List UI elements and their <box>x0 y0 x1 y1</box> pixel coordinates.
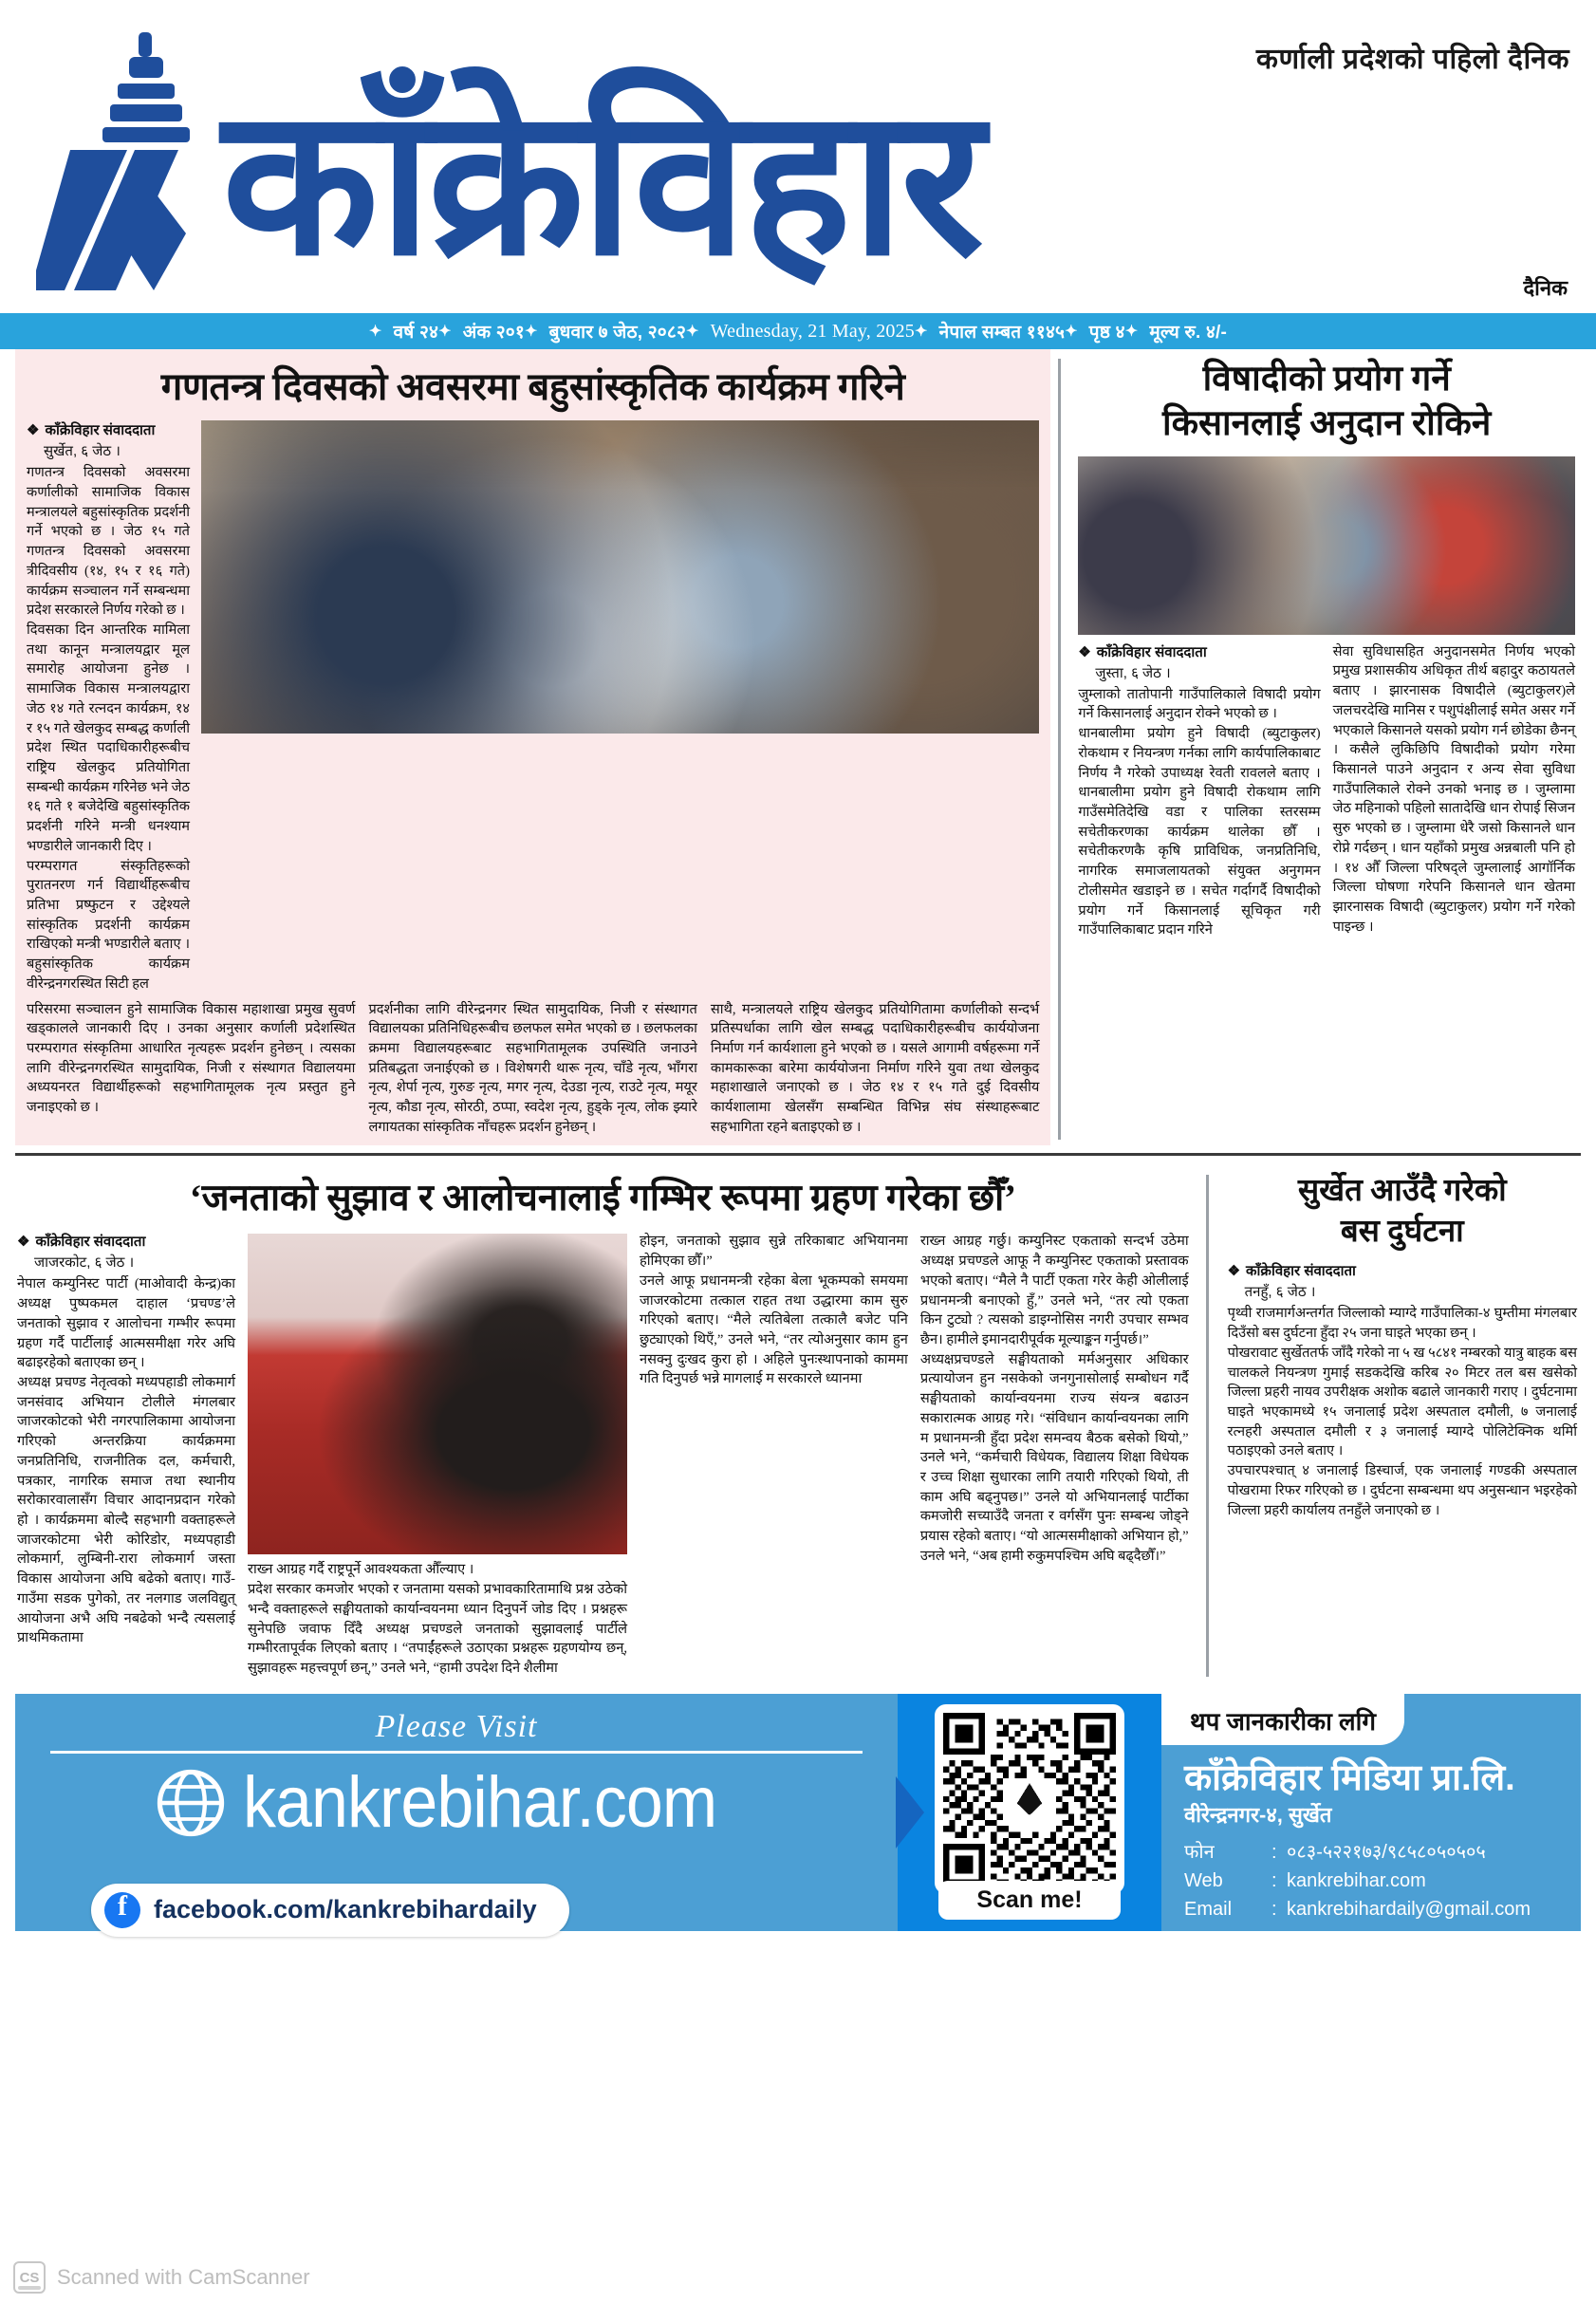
web-label: Web <box>1184 1869 1223 1891</box>
website-url-row[interactable] <box>156 1761 758 1843</box>
bus-paragraph: उपचारपश्चात् ४ जनालाई डिस्चार्ज, एक जनालाई गण्डकी अस्पताल पोखरामा रिफर गरिएको छ । दुर्घटना सम्बन्धमा थप अनुसन्धान भइरहेको जिल्ला प्रहरी कार्यालय तनहुँले जनाएको छ । <box>1227 1463 1577 1518</box>
page-content <box>0 349 1596 1682</box>
lead-paragraph: प्रदर्शनीका लागि वीरेन्द्रनगर स्थित सामुदायिक, निजी र संस्थागत विद्यालयका प्रतिनिधिहरूबीच छलफल समेत भएको छ । छलफलका क्रममा विद्यालयहरूबाट सहभागितामूलक उपस्थिति जनाउने प्रतिबद्धता जनाईएको छ । विशेषगरी थारू नृत्य, चाँडे नृत्य, भाँगरा नृत्य, शेर्पा नृत्य, गुरुङ नृत्य, मगर नृत्य, देउडा नृत्य, राउटे नृत्य, मयूर नृत्य, कौडा नृत्य, सोरठी, ठप्पा, स्वदेश नृत्य, हुड्के नृत्य, लोक झ्यारे लगायतका सांस्कृतिक नाँचहरू प्रदर्शन हुनेछन् । <box>368 1001 697 1135</box>
diamond-icon: ✦ <box>1065 324 1078 340</box>
contact-panel <box>1161 1694 1581 1931</box>
lead-col-first <box>27 420 190 994</box>
farmers-meeting-photo <box>1078 456 1575 635</box>
colon: : <box>1271 1841 1277 1863</box>
prachanda-paragraph: उनले आफू प्रधानमन्त्री रहेका बेला भूकम्पको समयमा जाजरकोटमा तत्काल राहत तथा उद्धारमा काम सुरु गरिएको बताए। “मैले त्यतिबेला तत्कालै बजेट पनि छुट्याएको थिएँ,” उनले भने, “तर त्योअनुसार काम हुन नसक्नु दुःखद कुरा हो । अहिले पुनःस्थापनाको काममा गति दिनुपर्छ भन्ने मागलाई म सरकारले ध्यानमा <box>640 1273 908 1387</box>
lead-paragraph: गणतन्त्र दिवसको अवसरमा कर्णालीको सामाजिक विकास मन्त्रालयले बहुसांस्कृतिक प्रदर्शनी गर्ने भएको छ । जेठ १५ गते गणतन्त्र दिवसको अवसरमा त्रीदिवसीय (१४, १५ र १६ गते) कार्यक्रम सञ्चालन गर्ने सम्बन्धमा प्रदेश सरकारले निर्णय गरेको छ । <box>27 465 190 619</box>
qr-code-image[interactable] <box>935 1704 1124 1894</box>
prachanda-paragraph: राख्न आग्रह गर्दै राष्ट्रपूर्ने आवश्यकता औँल्याए । <box>248 1562 474 1578</box>
datebar-price: ✦ मूल्य रु. ४/- <box>1124 323 1228 343</box>
lead-lower-columns <box>27 1000 1039 1138</box>
prachanda-paragraph: अध्यक्षप्रचण्डले सङ्घीयताको मर्मअनुसार अधिकार प्रत्यायोजन हुन नसकेको जनगुनासोलाई सम्बोधन गर्दै सङ्घीयताको कार्यान्वयनमा राज्य संयन्त्र बढाउन सकारात्मक आग्रह गरे। “संविधान कार्यान्वयनका लागि म प्रधानमन्त्री हुँदा प्रदेश समन्वय बैठक बसेको थियो,” उनले भने, “कर्मचारी विधेयक, विद्यालय शिक्षा विधेयक र उच्च शिक्षा सुधारका लागि तयारी गरिएको थियो, ती काम अघि बढ्नुपछ।” उनले यो अभियानलाई पार्टीका कमजोरी सच्याउँदै जनता र वर्गसँग पुनः सम्बन्ध जोड्ने प्रयास रहेको बताए। “यो आत्मसमीक्षाको अभियान हो,” उनले भने, “अब हामी रुकुमपश्चिम अघि बढ्दैछौँ।” <box>919 1351 1189 1564</box>
company-address: वीरेन्द्रनगर-४, सुर्खेत <box>1184 1802 1332 1827</box>
phone-value: ०८३-५२२१७३/९८५८०५०५०५ <box>1287 1841 1486 1863</box>
camscanner-footer <box>0 2251 1596 2304</box>
prachanda-col-1 <box>17 1232 235 1678</box>
diamond-icon: ✦ <box>524 324 538 340</box>
column-divider <box>1206 1175 1209 1677</box>
email-value[interactable]: kankrebihardaily@gmail.com <box>1287 1898 1531 1920</box>
pesticide-story <box>1068 349 1581 1145</box>
lead-paragraph: परिसरमा सञ्चालन हुने सामाजिक विकास महाशाखा प्रमुख सुवर्ण खड्कालले जानकारी दिए । उनका अनुसार कर्णाली प्रदेशस्थित परम्परागत संस्कृतिमा आधारित नृत्यहरू प्रदर्शन हुनेछन् । त्यसका लागि वीरेन्द्रनगरस्थित सामुदायिक, निजी र संस्थागत विद्यालयमा अध्ययनरत विद्यार्थीहरूको सहभागितामूलक नृत्य प्रस्तुत हुने जनाइएको छ । <box>27 1001 356 1116</box>
qr-code-panel[interactable] <box>898 1694 1161 1931</box>
column-divider <box>1058 359 1061 1140</box>
lead-photo-block <box>201 420 1039 994</box>
phone-label: फोन <box>1184 1841 1215 1863</box>
prachanda-paragraph: अध्यक्ष प्रचण्ड नेतृत्वको मध्यपहाडी लोकमार्ग जनसंवाद अभियान टोलीले मंगलबार जाजरकोटको भेरी नगरपालिकामा आयोजना गरिएको अन्तरक्रिया कार्यक्रममा जनप्रतिनिधि, राजनीतिक दल, कर्मचारी, पत्रकार, नागरिक समाज तथा स्थानीय सरोकारवालासँग विचार आदानप्रदान गरेको हो । कार्यक्रममा बोल्दै सहभागी वक्ताहरूले जाजरकोटमा भेरी कोरिडोर, मध्यपहाडी लोकमार्ग, लुम्बिनी-रारा लोकमार्ग जस्ता विकास आयोजना अघि बढेको बताए। गाउँ-गाउँमा सडक पुगेको, तर नलगाड जलविद्युत् आयोजना अभै अघि नबढेको भन्दै त्यसलाई प्राथमिकतामा <box>17 1375 235 1646</box>
lead-paragraph: परम्परागत संस्कृतिहरूको पुरातनरण गर्न विद्यार्थीहरूबीच प्रतिभा प्रष्फुटन र उद्देश्यले सांस्कृतिक प्रदर्शनी कार्यक्रम राखिएको मन्त्री भण्डारीले बताए । बहुसांस्कृतिक कार्यक्रम वीरेन्द्रनगरस्थित सिटी हल <box>27 858 190 992</box>
lead-paragraph: दिवसका दिन आन्तरिक मामिला तथा कानून मन्त्रालयद्वार मूल समारोह आयोजना हुनेछ । सामाजिक विकास मन्त्रालयद्वारा जेठ १४ गते रत्नदन कार्यक्रम, १४ र १५ गते खेलकुद सम्बद्ध कर्णाली प्रदेश स्थित पदाधिकारीहरूबीच राष्ट्रिय खेलकुद प्रतियोगिता सम्बन्धी कार्यक्रम गरिनेछ भने जेठ १६ गते १ बजेदेखि बहुसांस्कृतिक प्रदर्शनी गरिने मन्त्री धनश्याम भण्डारीले जानकारी दिए । <box>27 622 190 854</box>
pesticide-byline: ❖ काँक्रेविहार संवाददाता <box>1078 643 1207 660</box>
nameplate-logo <box>36 15 1042 300</box>
bus-paragraph: पृथ्वी राजमार्गअन्तर्गत जिल्लाको म्याग्दे गाउँपालिका-४ घुम्तीमा मंगलबार दिउँसो बस दुर्घटना हुँदा २५ जना घाइते भएका छन् । <box>1227 1306 1577 1342</box>
contact-phone-row <box>1184 1838 1581 1867</box>
prachanda-speech-photo <box>248 1234 627 1554</box>
camscanner-text: Scanned with CamScanner <box>57 2265 310 2289</box>
prachanda-paragraph: होइन, जनताको सुझाव सुन्ने तरिकाबाट अभियानमा होमिएका छौँ।” <box>640 1234 908 1270</box>
datebar-nepali-date: ✦ बुधवार ७ जेठ, २०८२ <box>524 323 687 343</box>
bus-accident-story <box>1216 1165 1581 1682</box>
facebook-icon <box>104 1892 140 1928</box>
email-label: Email <box>1184 1898 1233 1920</box>
lead-dateline: सुर्खेत, ६ जेठ । <box>44 443 121 460</box>
middle-section <box>15 1165 1581 1682</box>
bus-paragraph: पोखरावाट सुर्खेततर्फ जाँदै गरेको ना ५ ख ५८४१ नम्बरको यात्रु बाहक बस चालकले नियन्त्रण गुमाई सडकदेखि करिब २० मिटर तल बस खसेको जिल्ला प्रहरी नायव उपरीक्षक अशोक बढाले जानकारी गराए । दुर्घटनामा घाइते भएकामध्ये १५ जनालाई प्रदेश अस्पताल दमौली, ७ जनालाई रत्नहरी अस्पताल दमौली र ३ जनालाई म्याग्दे पोलिटेक्निक थर्मिा पठाइएको उनले बताए । <box>1227 1345 1577 1459</box>
website-ad[interactable] <box>15 1694 898 1931</box>
datebar-year: ✦ वर्ष २४ <box>368 323 439 343</box>
lead-headline: गणतन्त्र दिवसको अवसरमा बहुसांस्कृतिक कार्यक्रम गरिने <box>160 365 905 408</box>
prachanda-dateline: जाजरकोट, ६ जेठ । <box>34 1254 135 1272</box>
prachanda-byline: ❖ काँक्रेविहार संवाददाता <box>17 1234 146 1251</box>
masthead <box>0 0 1596 313</box>
datebar-page-count: ✦ पृष्ठ ४ <box>1065 323 1125 343</box>
pesticide-columns <box>1078 642 1575 940</box>
scan-me-label: Scan me! <box>938 1881 1120 1920</box>
diamond-icon: ✦ <box>915 324 928 340</box>
masthead-subtitle: दैनिक <box>1523 276 1568 300</box>
company-name: काँक्रेविहार मिडिया प्रा.लि. <box>1184 1757 1515 1798</box>
contact-web-row <box>1184 1867 1581 1895</box>
meeting-hall-photo <box>201 420 1039 734</box>
prachanda-col-4 <box>920 1232 1189 1678</box>
byline-diamond-icon: ❖ <box>1078 643 1091 660</box>
prachanda-grid <box>17 1232 1189 1678</box>
pesticide-paragraph: सेवा सुविधासहित अनुदानसमेत निर्णय भएको प्रमुख प्रशासकीय अधिकृत तीर्थ बहादुर कठायतले बताए । झारनासक विषादीले (ब्युटाकुलर)ले जलचरदेखि मानिस र पशुपंक्षीलाई समेत असर गर्ने भएकाले किसानले यसको प्रयोग गर्न छोडेका छैनन् । कसैले लुकिछिपि विषादीको प्रयोग गरेमा किसानले पाउने अनुदान र अन्य सेवा सुविधा गाउँपालिकाले रोक्ने उनको भनाइ छ । जुम्लामा जेठ महिनाको पहिलो सातादेखि धान रोपाई सिजन सुरु भएको छ । जुम्लामा धेरै जसो किसानले धान रोप्ने गर्दछन् । धान यहाँको प्रमुख अन्नबाली पनि हो । १४ औँ जिल्ला परिषद्ले जुम्लालाई आगॉर्निक जिल्ला घोषणा गरेपनि किसानले धान खेतमा झारनासक विषादी (ब्युटाकुलर) प्रयोग गर्ने गरेको पाइन्छ । <box>1332 643 1575 935</box>
datebar-english-date: ✦ Wednesday, 21 May, 2025 <box>686 320 915 342</box>
prachanda-col-3 <box>640 1232 908 1678</box>
facebook-link[interactable] <box>91 1884 569 1937</box>
diamond-icon: ✦ <box>438 324 452 340</box>
bus-dateline: तनहुँ, ६ जेठ । <box>1244 1284 1316 1301</box>
advertisement-strip <box>15 1694 1581 1931</box>
qr-code-svg <box>943 1713 1116 1886</box>
section-divider <box>15 1153 1581 1156</box>
byline-diamond-icon: ❖ <box>17 1234 30 1251</box>
bus-headline: सुर्खेत आउँदै गरेको बस दुर्घटना <box>1297 1173 1507 1249</box>
colon: : <box>1271 1898 1277 1920</box>
lead-paragraph: साथै, मन्त्रालयले राष्ट्रिय खेलकुद प्रतियोगितामा कर्णालीको सन्दर्भ प्रतिस्पर्धाका लागि खेल सम्बद्ध पदाधिकारीहरूबीच कार्ययोजना निर्माण गर्न कार्यशाला हुने भएको छ । यसले आगामी वर्षहरूमा गर्ने कामकारूका बारेमा कार्ययोजना निर्माण गरिने युवा तथा खेलकुद महाशाखाले जनाएको छ । जेठ १४ र १५ गते दुई दिवसीय कार्यशालामा खेलसँग सम्बन्धित विभिन्न संघ संस्थाहरूबाट सहभागिता रहने बताइएको छ । <box>710 1001 1040 1135</box>
datebar-nepal-sambat: ✦ नेपाल सम्बत ११४५ <box>915 323 1066 343</box>
globe-icon <box>156 1768 226 1838</box>
masthead-tagline: कर्णाली प्रदेशको पहिलो दैनिक <box>1255 44 1569 75</box>
diamond-icon: ✦ <box>1124 324 1139 340</box>
date-bar <box>0 313 1596 349</box>
byline-diamond-icon: ❖ <box>1227 1263 1241 1280</box>
pesticide-dateline: जुस्ता, ६ जेठ । <box>1095 664 1171 681</box>
please-visit-label: Please Visit <box>375 1708 538 1744</box>
chevron-decoration <box>896 1776 924 1849</box>
datebar-issue: ✦ अंक २०१ <box>438 323 525 343</box>
more-info-tab: थप जानकारीका लगि <box>1161 1694 1404 1745</box>
prachanda-paragraph: राख्न आग्रह गर्छु। कम्युनिस्ट एकताको सन्दर्भ उठेमा अध्यक्ष प्रचण्डले आफू नै कम्युनिस्ट एकताको प्रस्तावक भएको बताए। “मैले नै पार्टी एकता गरेर केही ओलीलाई प्रधानमन्त्री बनाएको हुँ,” उनले भने, “तर त्यो एकता किन टुट्यो ? त्यसको डाइग्नोसिस नगरी उपचार सम्भव छैन। हामीले इमानदारीपूर्वक मूल्याङ्कन गर्नुपर्छ।” <box>919 1234 1189 1348</box>
lead-story <box>15 349 1050 1145</box>
ad-divider <box>50 1751 863 1754</box>
contact-email-row <box>1184 1895 1581 1923</box>
website-url[interactable]: kankrebihar.com <box>242 1761 716 1843</box>
diamond-icon: ✦ <box>368 324 382 340</box>
prachanda-headline: ‘जनताको सुझाव र आलोचनालाई गम्भिर रूपमा ग्रहण गरेका छौँ’ <box>189 1177 1016 1218</box>
pesticide-paragraph: धानबालीमा प्रयोग हुने विषादी (ब्युटाकुलर) रोकथाम र नियन्त्रण गर्नका लागि कार्यपालिकाबाट निर्णय नै गरेको उपाध्यक्ष रेवती रावलले बताए । धानबालीमा प्रयोग हुने विषादी रोकथाम लागि गाउँसमेतिदेखि वडा र पालिका स्तरसम्म सचेतीकरणका कार्यक्रम थालेका छौँ । सचेतीकरणकै कृषि प्राविधिक, जनप्रतिनिधि, नागरिक समाजलायतको संयुक्त अनुगमन टोलीसमेत खडाइने छ । सचेत गर्दागर्दै विषादीको प्रयोग गर्ने किसानलाई सूचिकृत गरी गाउँपालिकाबाट प्रदान गरिने <box>1078 726 1321 938</box>
bus-byline: ❖ काँक्रेविहार संवाददाता <box>1227 1263 1356 1280</box>
lead-byline: ❖ काँक्रेविहार संवाददाता <box>27 422 156 439</box>
prachanda-story <box>15 1165 1198 1682</box>
web-value[interactable]: kankrebihar.com <box>1287 1869 1426 1891</box>
qr-card <box>932 1704 1127 1920</box>
top-section <box>15 349 1581 1145</box>
svg-text:काँक्रेविहार: काँक्रेविहार <box>222 70 980 297</box>
pesticide-headline: विषादीको प्रयोग गर्ने किसानलाई अनुदान रोकिने <box>1162 360 1492 444</box>
pesticide-paragraph: जुम्लाको तातोपानी गाउँपालिकाले विषादी प्रयोग गर्ने किसानलाई अनुदान रोक्ने भएको छ । <box>1078 686 1321 722</box>
diamond-icon: ✦ <box>686 324 699 340</box>
prachanda-col-2 <box>248 1232 627 1678</box>
camscanner-badge-icon: CS <box>13 2261 46 2294</box>
prachanda-paragraph: नेपाल कम्युनिस्ट पार्टी (माओवादी केन्द्र)का अध्यक्ष पुष्पकमल दाहाल ‘प्रचण्ड’ले जनताको सुझाव र आलोचना गम्भीर रूपमा ग्रहण गर्दै पार्टीलाई आत्मसमीक्षा गरेर अघि बढाइरहेको बताएका छन् । <box>17 1276 235 1371</box>
facebook-url: facebook.com/kankrebihardaily <box>154 1895 537 1924</box>
colon: : <box>1271 1869 1277 1891</box>
byline-diamond-icon: ❖ <box>27 422 40 439</box>
prachanda-paragraph: प्रदेश सरकार कमजोर भएको र जनतामा यसको प्रभावकारितामाथि प्रश्न उठेको भन्दै वक्ताहरूले सङ्घीयताको कार्यान्वयनमा ध्यान दिनुपर्ने जोड दिए । प्रश्नहरू सुनेपछि जवाफ दिँदै अध्यक्ष प्रचण्डले जनताको सुझावलाई पार्टीले गम्भीरतापूर्वक लिएको बताए । “तपाईंहरूले उठाएका प्रश्नहरू ग्रहणयोग्य छन्, सुझावहरू महत्त्वपूर्ण छन्,” उनले भने, “हामी उपदेश दिने शैलीमा <box>248 1582 627 1677</box>
